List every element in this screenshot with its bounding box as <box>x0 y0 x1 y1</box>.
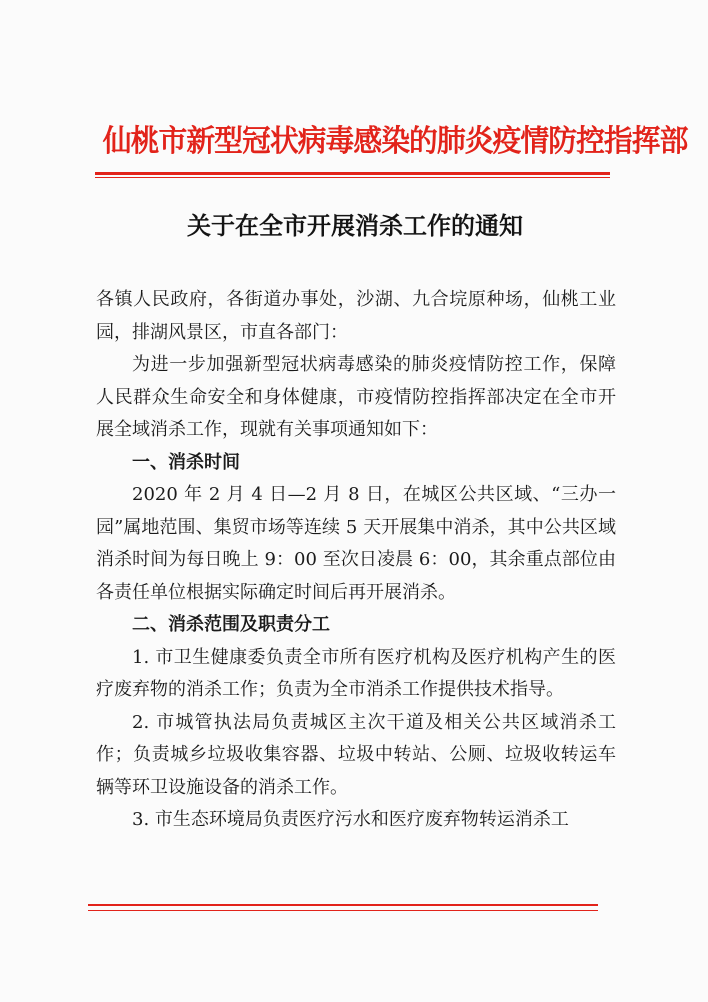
section-2-item-3: 3. 市生态环境局负责医疗污水和医疗废弃物转运消杀工 <box>132 809 569 830</box>
notice-title: 关于在全市开展消杀工作的通知 <box>187 211 523 240</box>
footer-red-rule-thin <box>88 910 598 911</box>
section-1-heading: 一、消杀时间 <box>132 451 240 473</box>
notice-body <box>96 284 616 837</box>
header-red-rule-thin <box>95 177 610 178</box>
section-2-item-1: 1. 市卫生健康委负责全市所有医疗机构及医疗机构产生的医疗废弃物的消杀工作；负责为全市消杀工作提供技术指导。 <box>96 646 616 700</box>
section-1-text: 2020 年 2 月 4 日—2 月 8 日，在城区公共区域、“三办一园”属地范围、集贸市场等连续 5 天开展集中消杀，其中公共区域消杀时间为每日晚上 9：00 至次日凌晨 6：00，其余重点部位由各责任单位根据实际确定时间后再开展消杀。 <box>96 484 616 603</box>
intro-paragraph: 为进一步加强新型冠状病毒感染的肺炎疫情防控工作，保障人民群众生命安全和身体健康，市疫情防控指挥部决定在全市开展全域消杀工作，现就有关事项通知如下： <box>96 354 616 440</box>
issuing-authority-title: 仙桃市新型冠状病毒感染的肺炎疫情防控指挥部 <box>102 124 688 159</box>
footer-red-rule <box>88 904 598 906</box>
section-2-item-2: 2. 市城管执法局负责城区主次干道及相关公共区域消杀工作；负责城乡垃圾收集容器、垃圾中转站、公厕、垃圾收转运车辆等环卫设施设备的消杀工作。 <box>96 711 616 798</box>
section-2-heading: 二、消杀范围及职责分工 <box>132 614 330 635</box>
recipients: 各镇人民政府，各街道办事处，沙湖、九合垸原种场，仙桃工业园，排湖风景区，市直各部门： <box>96 289 616 343</box>
header-red-rule <box>95 172 610 175</box>
